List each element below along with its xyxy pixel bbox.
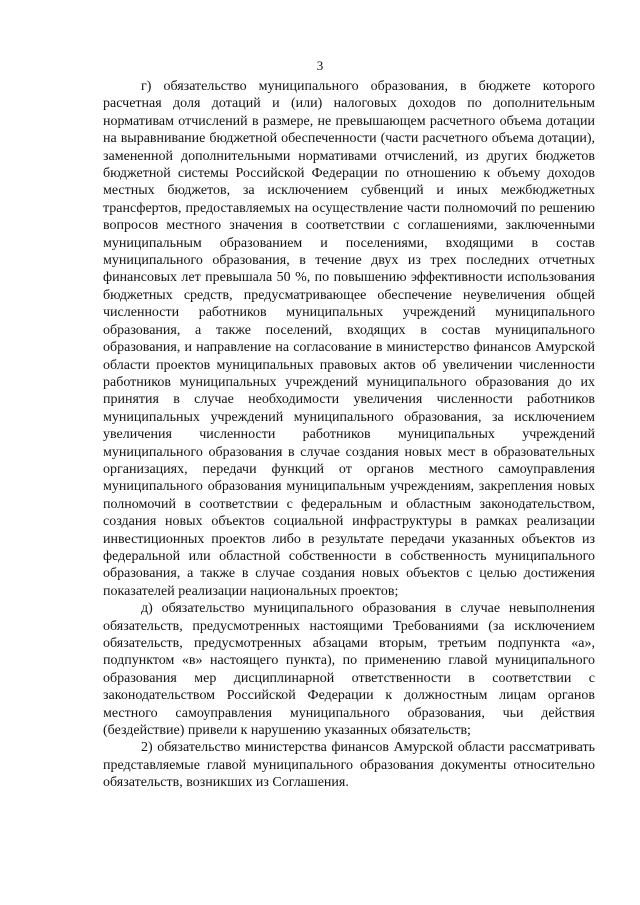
- paragraph-g: г) обязательство муниципального образования, в бюджете которого расчетная доля дотаций и (или) налоговых доходов по дополнительным нормативам отчислений в размере, не превышающем расчетного объема дотации на выравнивание бюджетной обеспеченности (части расчетного объема дотации), замененной дополнительными нормативами отчислений, из других бюджетов бюджетной системы Российской Федерации по отношению к объему доходов местных бюджетов, за исключением субвенций и иных межбюджетных трансфертов, предоставляемых на осуществление части полномочий по решению вопросов местного значения в соответствии с соглашениями, заключенными муниципальным образованием и поселениями, входящими в состав муниципального образования, в течение двух из трех последних отчетных финансовых лет превышала 50 %, по повышению эффективности использования бюджетных средств, предусматривающее обеспечение неувеличения общей численности работников муниципальных учреждений муниципального образования, а также поселений, входящих в состав муниципального образования, и направление на согласование в министерство финансов Амурской области проектов муниципальных правовых актов об увеличении численности работников муниципальных учреждений муниципального образования до их принятия в случае необходимости увеличения численности работников муниципальных учреждений муниципального образования, за исключением увеличения численности работников муниципальных учреждений муниципального образования в случае создания новых мест в образовательных организациях, передачи функций от органов местного самоуправления муниципального образования муниципальным учреждениям, закрепления новых полномочий в соответствии с федеральным и областным законодательством, создания новых объектов социальной инфраструктуры в рамках реализации инвестиционных проектов либо в результате передачи указанных объектов из федеральной или областной собственности в собственность муниципального образования, а также в случае создания новых объектов с целью достижения показателей реализации национальных проектов;: [103, 79, 595, 599]
- page-number: 3: [316, 58, 324, 73]
- document-body: [103, 78, 595, 792]
- paragraph-d: д) обязательство муниципального образования в случае невыполнения обязательств, предусмотренных настоящими Требованиями (за исключением обязательств, предусмотренных абзацами вторым, третьим подпункта «а», подпунктом «в» настоящего пункта), по применению главой муниципального образования мер дисциплинарной ответственности в соответствии с законодательством Российской Федерации к должностным лицам органов местного самоуправления муниципального образования, чьи действия (бездействие) привели к нарушению указанных обязательств;: [103, 601, 595, 739]
- paragraph-2: 2) обязательство министерства финансов Амурской области рассматривать представляемые главой муниципального образования документы относительно обязательств, возникших из Соглашения.: [103, 740, 595, 791]
